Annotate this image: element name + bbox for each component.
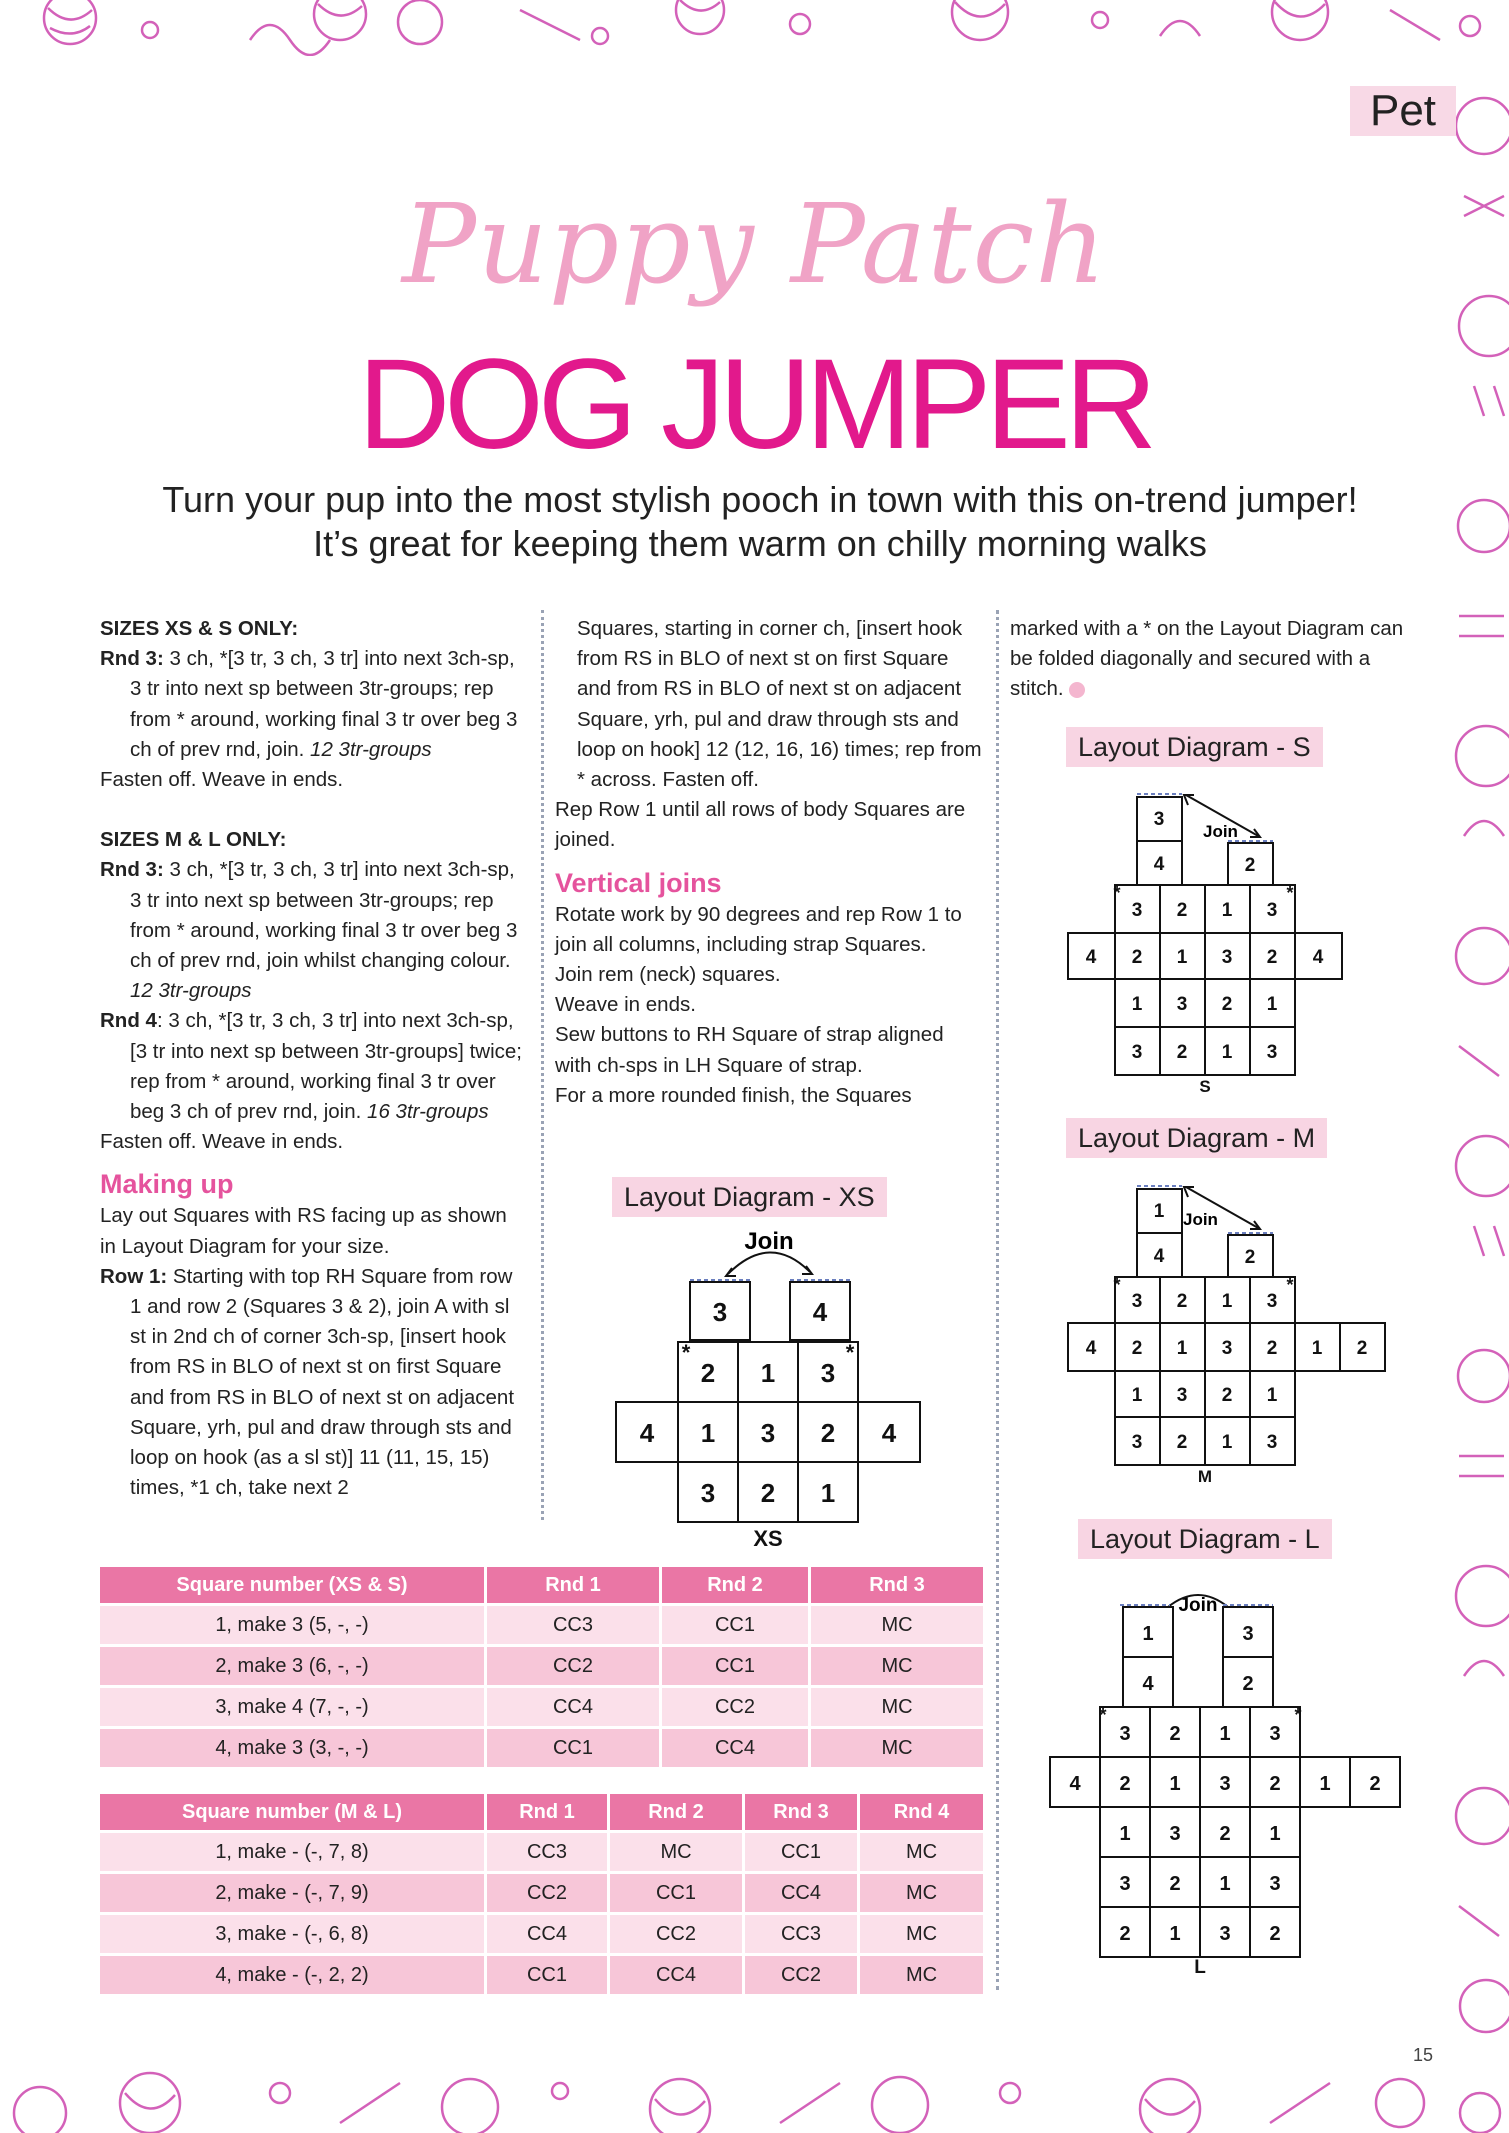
decorative-border-top (0, 0, 1509, 56)
svg-text:1: 1 (1221, 1432, 1233, 1453)
svg-text:3: 3 (1131, 1042, 1143, 1063)
svg-text:1: 1 (1131, 994, 1143, 1015)
svg-text:1: 1 (1266, 994, 1278, 1015)
join-annotation (690, 1228, 850, 1280)
svg-text:3: 3 (1219, 1773, 1231, 1795)
svg-text:2: 2 (1269, 1773, 1281, 1795)
svg-text:4: 4 (881, 1418, 897, 1448)
svg-text:3: 3 (1119, 1873, 1131, 1895)
cell: CC1 (661, 1605, 810, 1646)
column-divider (996, 610, 999, 1990)
making-up-text: Lay out Squares with RS facing up as shown in Layout Diagram for your size. (100, 1204, 507, 1258)
svg-text:2: 2 (1176, 900, 1188, 921)
diagram-label-m: Layout Diagram - M (1066, 1118, 1327, 1158)
rnd4-count: 16 3tr-groups (367, 1100, 489, 1124)
cell: 2, make 3 (6, -, -) (100, 1646, 486, 1687)
page-title: DOG JUMPER (357, 333, 1152, 476)
yarn-pattern-icon (0, 0, 1509, 56)
svg-text:4: 4 (812, 1297, 828, 1327)
svg-text:2: 2 (1169, 1873, 1181, 1895)
cell: MC (859, 1955, 985, 1996)
svg-text:2: 2 (1221, 1385, 1233, 1406)
svg-text:2: 2 (1242, 1673, 1254, 1695)
svg-text:*: * (845, 1340, 855, 1365)
svg-text:3: 3 (1176, 1385, 1188, 1406)
svg-text:2: 2 (1356, 1338, 1368, 1359)
svg-text:1: 1 (1153, 1201, 1165, 1222)
rnd3-label: Rnd 3: (100, 647, 164, 671)
svg-text:3: 3 (1266, 1432, 1278, 1453)
svg-text:3: 3 (1131, 1291, 1143, 1312)
cell: CC2 (486, 1873, 609, 1914)
svg-text:1: 1 (1119, 1823, 1131, 1845)
svg-text:2: 2 (1244, 1247, 1256, 1268)
row1-text: Starting with top RH Square from row 1 and row 2 (Squares 3 & 2), join A with sl st in 2nd ch of corner 3ch-sp, [insert hook from RS in BLO of next st on first Square and from RS in BLO of next st on adjacent Square, yrh, pul and draw through sts and loop on hook (as a sl st)] 11 (11, 15, 15) times, *1 ch, take next 2 (130, 1264, 515, 1500)
svg-text:4: 4 (1085, 947, 1097, 968)
svg-text:3: 3 (1266, 900, 1278, 921)
svg-text:*: * (1294, 1705, 1302, 1725)
column-header: Rnd 3 (810, 1567, 985, 1605)
svg-text:3: 3 (1131, 900, 1143, 921)
svg-text:2: 2 (1269, 1923, 1281, 1945)
svg-text:3: 3 (1119, 1723, 1131, 1745)
cell: MC (609, 1832, 744, 1873)
cell: CC4 (661, 1728, 810, 1769)
rnd3-text: 3 ch, *[3 tr, 3 ch, 3 tr] into next 3ch-sp, 3 tr into next sp between 3tr-groups; rep from * around, working final 3 tr over beg 3 ch of prev rnd, join whilst changing colour. (130, 858, 518, 973)
svg-text:2: 2 (700, 1358, 716, 1388)
column-2 (555, 614, 985, 1111)
cell: 1, make 3 (5, -, -) (100, 1605, 486, 1646)
svg-text:1: 1 (1221, 1291, 1233, 1312)
cell: CC2 (609, 1914, 744, 1955)
making-up-heading: Making up (100, 1169, 234, 1200)
rnd3-label: Rnd 3: (100, 858, 164, 882)
yarn-ball-icon (1069, 682, 1085, 698)
svg-text:*: * (1113, 1275, 1121, 1295)
svg-text:2: 2 (1369, 1773, 1381, 1795)
weave-text: Weave in ends. (555, 993, 696, 1017)
cell: CC3 (744, 1914, 859, 1955)
cell: MC (810, 1646, 985, 1687)
svg-text:2: 2 (1119, 1773, 1131, 1795)
column-1 (100, 614, 525, 1503)
svg-text:1: 1 (1169, 1773, 1181, 1795)
cell: MC (810, 1728, 985, 1769)
cell: MC (810, 1605, 985, 1646)
svg-text:4: 4 (1085, 1338, 1097, 1359)
rnd4-text: : 3 ch, *[3 tr, 3 ch, 3 tr] into next 3ch-sp, [3 tr into next sp between 3tr-groups] twice; rep from * around, working final 3 tr over beg 3 ch of prev rnd, join. (130, 1009, 522, 1124)
column-header: Rnd 2 (609, 1794, 744, 1832)
layout-diagram-m (1060, 1177, 1400, 1487)
layout-diagram-s (1060, 785, 1360, 1095)
svg-text:2: 2 (1266, 947, 1278, 968)
svg-text:1: 1 (1221, 900, 1233, 921)
svg-text:1: 1 (1269, 1823, 1281, 1845)
cell: CC3 (486, 1832, 609, 1873)
cell: CC4 (486, 1914, 609, 1955)
cell: 3, make 4 (7, -, -) (100, 1687, 486, 1728)
svg-text:3: 3 (1169, 1823, 1181, 1845)
subtitle-line-1: Turn your pup into the most stylish pooch in town with this on-trend jumper! (162, 479, 1358, 520)
size-label: L (1194, 1957, 1206, 1973)
cell: CC1 (486, 1728, 661, 1769)
sew-buttons-text: Sew buttons to RH Square of strap aligned with ch-sps in LH Square of strap. (555, 1023, 944, 1077)
svg-text:1: 1 (1169, 1923, 1181, 1945)
diagram-label-l: Layout Diagram - L (1078, 1519, 1332, 1559)
svg-text:2: 2 (760, 1478, 776, 1508)
rnd3-count: 12 3tr-groups (310, 737, 432, 761)
decorative-border-bottom (0, 2063, 1509, 2133)
join-label: Join (744, 1228, 794, 1255)
svg-text:*: * (1113, 883, 1121, 903)
table-row (100, 1687, 985, 1728)
svg-text:4: 4 (639, 1418, 655, 1448)
layout-diagram-l (1048, 1583, 1408, 1973)
svg-text:2: 2 (1131, 1338, 1143, 1359)
svg-text:2: 2 (1131, 947, 1143, 968)
column-header: Rnd 4 (859, 1794, 985, 1832)
cell: 4, make 3 (3, -, -) (100, 1728, 486, 1769)
svg-text:4: 4 (1153, 1246, 1165, 1267)
page-number: 15 (1413, 2045, 1434, 2065)
table-row (100, 1955, 985, 1996)
rnd3-text: 3 ch, *[3 tr, 3 ch, 3 tr] into next 3ch-sp, 3 tr into next sp between 3tr-groups; rep from * around, working final 3 tr over beg 3 ch of prev rnd, join. (130, 647, 518, 761)
size-label: S (1199, 1077, 1211, 1095)
cell: CC4 (609, 1955, 744, 1996)
svg-text:3: 3 (712, 1297, 728, 1327)
row1-label: Row 1: (100, 1264, 168, 1288)
svg-text:3: 3 (1242, 1623, 1254, 1645)
svg-text:1: 1 (1311, 1338, 1323, 1359)
svg-text:1: 1 (1221, 1042, 1233, 1063)
svg-text:*: * (1286, 1275, 1294, 1295)
cell: CC1 (661, 1646, 810, 1687)
cell: CC2 (661, 1687, 810, 1728)
join-arrow (728, 1252, 810, 1274)
table-row (100, 1728, 985, 1769)
sizes-xs-s-heading: SIZES XS & S ONLY: (100, 617, 299, 640)
svg-text:2: 2 (1176, 1432, 1188, 1453)
vertical-joins-text: Rotate work by 90 degrees and rep Row 1 to join all columns, including strap Squares. (555, 902, 962, 956)
column-header: Rnd 1 (486, 1567, 661, 1605)
svg-text:*: * (681, 1340, 691, 1365)
svg-text:2: 2 (1221, 994, 1233, 1015)
subtitle-line-2: It’s great for keeping them warm on chilly morning walks (313, 523, 1207, 564)
cell: 2, make - (-, 7, 9) (100, 1873, 486, 1914)
table-header-row (100, 1794, 985, 1832)
svg-text:1: 1 (1176, 947, 1188, 968)
fasten-off-text: Fasten off. Weave in ends. (100, 1130, 344, 1154)
table-row (100, 1873, 985, 1914)
section-tab: Pet (1350, 86, 1456, 136)
svg-text:3: 3 (1219, 1923, 1231, 1945)
column-header: Rnd 1 (486, 1794, 609, 1832)
svg-text:4: 4 (1069, 1773, 1081, 1795)
svg-text:2: 2 (1169, 1723, 1181, 1745)
svg-text:2: 2 (1244, 855, 1256, 876)
table-m-l (100, 1794, 986, 1997)
column-header: Rnd 3 (744, 1794, 859, 1832)
svg-text:3: 3 (1176, 994, 1188, 1015)
cell: CC4 (744, 1873, 859, 1914)
cell: 1, make - (-, 7, 8) (100, 1832, 486, 1873)
cell: 4, make - (-, 2, 2) (100, 1955, 486, 1996)
svg-text:*: * (1286, 883, 1294, 903)
column-divider (541, 610, 544, 1520)
svg-text:4: 4 (1312, 947, 1324, 968)
yarn-pattern-icon (0, 2063, 1509, 2133)
sizes-m-l-heading: SIZES M & L ONLY: (100, 828, 287, 852)
svg-text:4: 4 (1142, 1673, 1154, 1695)
svg-text:2: 2 (1176, 1042, 1188, 1063)
table-row (100, 1646, 985, 1687)
svg-text:1: 1 (1266, 1385, 1278, 1406)
subtitle (110, 478, 1410, 566)
column-3 (1010, 614, 1410, 705)
svg-text:2: 2 (1219, 1823, 1231, 1845)
table-xs-s (100, 1567, 986, 1770)
table-row (100, 1832, 985, 1873)
diagram-label-xs: Layout Diagram - XS (612, 1177, 887, 1217)
cell: MC (810, 1687, 985, 1728)
row1-continued: Squares, starting in corner ch, [insert hook from RS in BLO of next st on first Square and from RS in BLO of next st on adjacent Square, yrh, pul and draw through sts and loop on hook] 12 (12, 16, 16) times; rep from * across. Fasten off. (577, 617, 982, 792)
svg-text:1: 1 (760, 1358, 776, 1388)
column-header: Square number (M & L) (100, 1794, 486, 1832)
table-header-row (100, 1567, 985, 1605)
column-header: Rnd 2 (661, 1567, 810, 1605)
svg-text:3: 3 (820, 1358, 836, 1388)
svg-text:2: 2 (1266, 1338, 1278, 1359)
column-header: Square number (XS & S) (100, 1567, 486, 1605)
cell: CC3 (486, 1605, 661, 1646)
title-script: Puppy Patch (401, 180, 1108, 308)
cell: CC1 (744, 1832, 859, 1873)
svg-text:3: 3 (760, 1418, 776, 1448)
cell: MC (859, 1832, 985, 1873)
svg-text:3: 3 (1153, 809, 1165, 830)
fasten-off-text: Fasten off. Weave in ends. (100, 768, 344, 792)
cell: CC2 (486, 1646, 661, 1687)
cell: CC1 (609, 1873, 744, 1914)
cell: CC1 (486, 1955, 609, 1996)
svg-text:3: 3 (1269, 1873, 1281, 1895)
svg-text:2: 2 (820, 1418, 836, 1448)
svg-text:3: 3 (1221, 1338, 1233, 1359)
join-label: Join (1203, 822, 1238, 841)
svg-text:1: 1 (1131, 1385, 1143, 1406)
svg-text:4: 4 (1153, 854, 1165, 875)
svg-text:2: 2 (1176, 1291, 1188, 1312)
svg-text:3: 3 (700, 1478, 716, 1508)
cell: CC4 (486, 1687, 661, 1728)
join-label: Join (1178, 1595, 1218, 1616)
layout-diagram-xs (610, 1222, 930, 1552)
cell: MC (859, 1873, 985, 1914)
table-row (100, 1914, 985, 1955)
svg-text:1: 1 (1176, 1338, 1188, 1359)
svg-text:3: 3 (1269, 1723, 1281, 1745)
rep-row-text: Rep Row 1 until all rows of body Squares are joined. (555, 798, 966, 852)
svg-text:3: 3 (1131, 1432, 1143, 1453)
svg-text:1: 1 (1219, 1723, 1231, 1745)
svg-text:1: 1 (1319, 1773, 1331, 1795)
cell: 3, make - (-, 6, 8) (100, 1914, 486, 1955)
join-label: Join (1183, 1210, 1218, 1229)
svg-text:3: 3 (1266, 1291, 1278, 1312)
vertical-joins-heading: Vertical joins (555, 867, 722, 898)
rounded-finish-text: For a more rounded finish, the Squares (555, 1083, 912, 1107)
svg-text:3: 3 (1221, 947, 1233, 968)
cell: MC (859, 1914, 985, 1955)
join-rem-text: Join rem (neck) squares. (555, 963, 781, 987)
rnd4-label: Rnd 4 (100, 1009, 157, 1033)
rnd3-count: 12 3tr-groups (130, 979, 252, 1003)
svg-text:1: 1 (700, 1418, 716, 1448)
rounded-finish-continued: marked with a * on the Layout Diagram can be folded diagonally and secured with a stitch. (1010, 617, 1404, 701)
table-row (100, 1605, 985, 1646)
svg-text:1: 1 (1142, 1623, 1154, 1645)
cell: CC2 (744, 1955, 859, 1996)
diagram-label-s: Layout Diagram - S (1066, 727, 1323, 767)
svg-text:3: 3 (1266, 1042, 1278, 1063)
svg-text:1: 1 (1219, 1873, 1231, 1895)
size-label: M (1197, 1467, 1213, 1486)
svg-text:2: 2 (1119, 1923, 1131, 1945)
size-label: XS (753, 1526, 783, 1551)
svg-text:*: * (1099, 1705, 1107, 1725)
svg-text:1: 1 (820, 1478, 836, 1508)
